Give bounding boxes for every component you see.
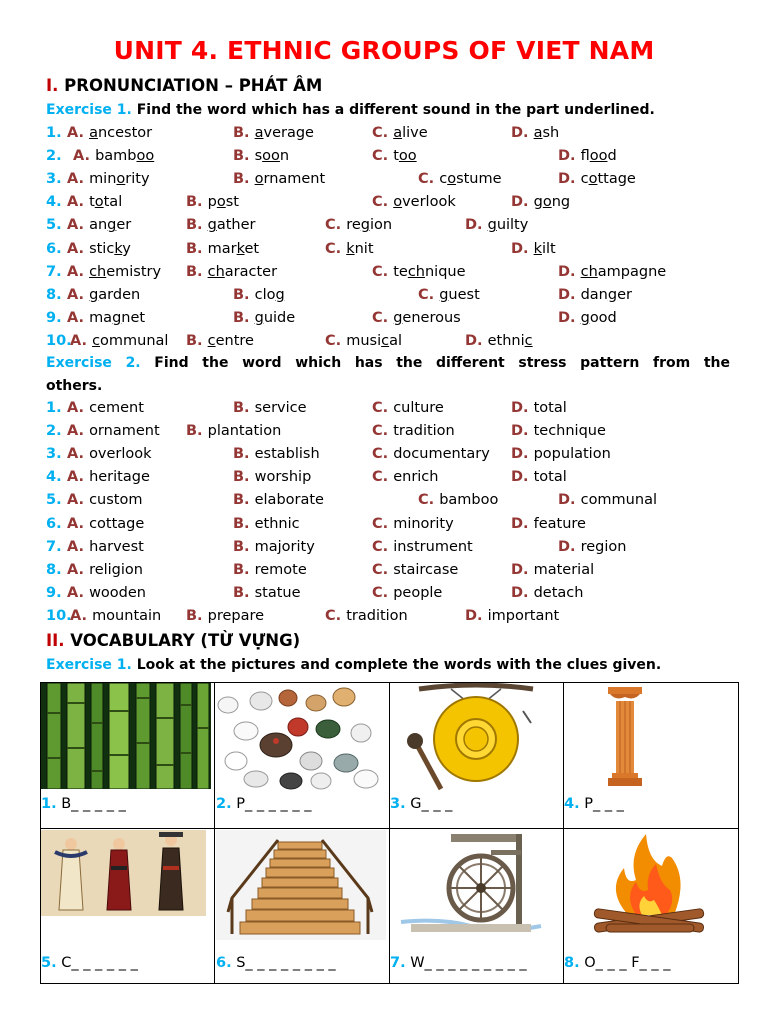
question-number: 9. — [46, 584, 62, 601]
ex2-q3-option-d[interactable]: D. population — [511, 446, 611, 463]
ex2-q1-option-c[interactable]: C. culture — [372, 400, 444, 416]
underlined-part: g — [393, 309, 403, 326]
ex2-q1-option-b[interactable]: B. service — [233, 400, 307, 416]
ex2-q1-option-d[interactable]: D. total — [511, 400, 567, 416]
ex1-q1-option-b[interactable]: B. average — [233, 125, 314, 141]
question-number: 2. — [46, 423, 62, 440]
underlined-part: ch — [580, 263, 598, 280]
ex1-q2-option-d[interactable]: D. flood — [558, 148, 617, 165]
ex2-question-5 — [0, 492, 768, 514]
underlined-part: g — [580, 309, 590, 326]
ex2-q1-option-a[interactable]: A. cement — [67, 400, 144, 416]
costume-image — [41, 830, 206, 916]
ex2-question-1 — [0, 400, 768, 422]
ex2-q5-option-d[interactable]: D. communal — [558, 492, 657, 509]
clue-8[interactable]: 8. O_ _ _ F_ _ _ — [564, 955, 671, 971]
question-number: 9. — [46, 309, 62, 326]
ex2-q10-option-a[interactable]: A. mountain — [70, 607, 162, 624]
underlined-part: g — [360, 217, 370, 234]
ex2-question-9 — [0, 585, 768, 607]
ex1-question-6 — [0, 241, 768, 263]
underlined-part: a — [393, 125, 403, 141]
clue-7[interactable]: 7. W_ _ _ _ _ _ _ _ _ — [390, 955, 527, 971]
exercise1-instruction: Exercise 1. Find the word which has a different sound in the part underlined. — [46, 102, 655, 118]
ex2-q8-option-b[interactable]: B. remote — [233, 561, 307, 578]
underlined-part: oo — [398, 148, 417, 165]
vocab-exercise1-instruction: Exercise 1. Look at the pictures and complete the words with the clues given. — [46, 657, 662, 673]
ex1-question-3 — [0, 171, 768, 193]
underlined-part: k — [236, 240, 245, 257]
ex1-q8-option-d[interactable]: D. danger — [558, 286, 632, 303]
ex1-question-9 — [0, 310, 768, 332]
underlined-part: oo — [262, 148, 280, 165]
ex2-q9-option-d[interactable]: D. detach — [511, 584, 584, 601]
ex1-q9-option-b[interactable]: B. guide — [233, 309, 296, 326]
ex1-q1-option-c[interactable]: C. alive — [372, 125, 428, 141]
ex1-question-8 — [0, 287, 768, 309]
ex2-q5-option-b[interactable]: B. elaborate — [233, 492, 324, 509]
underlined-part: g — [487, 217, 497, 234]
ex2-q5-option-a[interactable]: A. custom — [67, 492, 143, 509]
clue-1[interactable]: 1. B_ _ _ _ _ — [41, 796, 126, 812]
ex1-q9-option-d[interactable]: D. good — [558, 309, 617, 326]
underlined-part: ch — [89, 263, 107, 280]
ex2-q2-option-c[interactable]: C. tradition — [372, 423, 455, 440]
ex1-q8-option-c[interactable]: C. guest — [418, 286, 480, 303]
ex1-q3-option-b[interactable]: B. ornament — [233, 171, 326, 188]
exercise2-instruction: Exercise 2. Find the word which has the different stress pattern from the — [46, 355, 731, 371]
underlined-part: g — [275, 286, 285, 303]
ex2-question-10 — [0, 608, 768, 630]
ex2-q3-option-a[interactable]: A. overlook — [67, 446, 152, 463]
ex2-q10-option-d[interactable]: D. important — [465, 607, 560, 624]
question-number: 10. — [46, 332, 72, 349]
ex1-q9-option-c[interactable]: C. generous — [372, 309, 461, 326]
underlined-part: g — [254, 309, 264, 326]
question-number: 4. — [46, 194, 62, 211]
ex2-q6-option-c[interactable]: C. minority — [372, 515, 454, 532]
underlined-part: g — [107, 217, 117, 234]
ex2-q3-option-c[interactable]: C. documentary — [372, 446, 490, 463]
clue-4[interactable]: 4. P_ _ _ — [564, 796, 624, 812]
question-number: 8. — [46, 561, 62, 578]
ex1-q10-option-a[interactable]: A. communal — [70, 332, 169, 349]
ex2-q7-option-a[interactable]: A. harvest — [67, 538, 144, 555]
underlined-part: c — [381, 332, 390, 349]
underlined-part: a — [89, 125, 98, 141]
page-title: UNIT 4. ETHNIC GROUPS OF VIET NAM — [113, 36, 655, 65]
ex2-question-7 — [0, 539, 768, 561]
ex1-q8-option-b[interactable]: B. clog — [233, 286, 285, 303]
ex2-question-3 — [0, 446, 768, 468]
ex2-q3-option-b[interactable]: B. establish — [233, 446, 320, 463]
underlined-part: g — [207, 217, 217, 234]
question-number: 3. — [46, 446, 62, 463]
ex1-q5-option-d[interactable]: D. guilty — [465, 217, 529, 234]
ex2-q9-option-b[interactable]: B. statue — [233, 584, 301, 601]
ex2-q8-option-c[interactable]: C. staircase — [372, 561, 459, 578]
underlined-part: g — [89, 286, 99, 303]
ex2-q6-option-d[interactable]: D. feature — [511, 515, 586, 532]
question-number: 10. — [46, 607, 72, 624]
question-number: 5. — [46, 217, 62, 234]
exercise2-instruction-cont: others. — [46, 378, 103, 394]
ex1-q7-option-d[interactable]: D. champagne — [558, 263, 667, 280]
ex1-q6-option-c[interactable]: C. knit — [325, 240, 374, 257]
ex1-q7-option-b[interactable]: B. character — [186, 263, 278, 280]
ex2-q7-option-c[interactable]: C. instrument — [372, 538, 473, 555]
question-number: 8. — [46, 286, 62, 303]
ex2-q4-option-a[interactable]: A. heritage — [67, 469, 150, 486]
bamboo-image — [41, 683, 211, 789]
ex1-q6-option-a[interactable]: A. sticky — [67, 240, 131, 257]
underlined-part: ch — [207, 263, 225, 280]
poultry-image — [216, 683, 386, 793]
ex2-q2-option-a[interactable]: A. ornament — [67, 423, 160, 440]
underlined-part: k — [114, 240, 123, 257]
section-vocabulary-heading: II. VOCABULARY (TỪ VỰNG) — [46, 631, 301, 650]
ex1-q5-option-b[interactable]: B. gather — [186, 217, 256, 234]
underlined-part: o — [588, 171, 598, 188]
underlined-part: o — [542, 194, 552, 211]
question-number: 1. — [46, 125, 62, 141]
ex1-q3-option-a[interactable]: A. minority — [67, 171, 150, 188]
ex1-question-2 — [0, 148, 768, 170]
question-number: 3. — [46, 171, 62, 188]
underlined-part: g — [607, 286, 618, 303]
ex2-q4-option-d[interactable]: D. total — [511, 469, 567, 486]
ex2-q9-option-a[interactable]: A. wooden — [67, 584, 146, 601]
ex1-q6-option-d[interactable]: D. kilt — [511, 240, 556, 257]
ex2-q9-option-c[interactable]: C. people — [372, 584, 443, 601]
ex2-question-6 — [0, 516, 768, 538]
ex1-question-7 — [0, 264, 768, 286]
underlined-part: o — [116, 171, 126, 188]
ex1-q1-option-a[interactable]: A. ancestor — [67, 125, 153, 141]
waterwheel-image — [391, 830, 561, 940]
ex1-q6-option-b[interactable]: B. market — [186, 240, 260, 257]
ex1-q10-option-c[interactable]: C. musical — [325, 332, 403, 349]
clue-3[interactable]: 3. G_ _ _ — [390, 796, 453, 812]
underlined-part: o — [393, 194, 403, 211]
ex1-question-1 — [0, 125, 768, 147]
ex2-q10-option-c[interactable]: C. tradition — [325, 607, 408, 624]
ex2-question-8 — [0, 562, 768, 584]
ex2-q2-option-b[interactable]: B. plantation — [186, 423, 282, 440]
underlined-part: g — [439, 286, 449, 303]
question-number: 6. — [46, 515, 62, 532]
ex1-q3-option-d[interactable]: D. cottage — [558, 171, 636, 188]
question-number: 5. — [46, 492, 62, 509]
underlined-part: oo — [589, 148, 608, 165]
ex2-q7-option-b[interactable]: B. majority — [233, 538, 315, 555]
ex1-q2-option-c[interactable]: C. too — [372, 148, 417, 165]
underlined-part: o — [94, 194, 104, 211]
underlined-part: a — [254, 125, 264, 141]
ex1-q7-option-c[interactable]: C. technique — [372, 263, 466, 280]
underlined-part: oo — [136, 148, 155, 165]
ex2-q4-option-c[interactable]: C. enrich — [372, 469, 439, 486]
ex1-q2-option-b[interactable]: B. soon — [233, 148, 290, 165]
underlined-part: c — [524, 332, 533, 349]
ex1-question-4 — [0, 194, 768, 216]
ex1-q5-option-c[interactable]: C. region — [325, 217, 393, 234]
ex2-q7-option-d[interactable]: D. region — [558, 538, 627, 555]
underlined-part: o — [216, 194, 226, 211]
campfire-image — [566, 830, 736, 940]
ex1-q5-option-a[interactable]: A. anger — [67, 217, 132, 234]
ex1-question-5 — [0, 217, 768, 239]
ex1-q10-option-b[interactable]: B. centre — [186, 332, 254, 349]
underlined-part: o — [447, 171, 457, 188]
ex1-q7-option-a[interactable]: A. chemistry — [67, 263, 162, 280]
ex2-question-4 — [0, 469, 768, 491]
ex1-q4-option-c[interactable]: C. overlook — [372, 194, 456, 211]
ex1-q4-option-b[interactable]: B. post — [186, 194, 239, 211]
question-number: 7. — [46, 538, 62, 555]
ex2-q8-option-d[interactable]: D. material — [511, 561, 595, 578]
ex1-q4-option-d[interactable]: D. gong — [511, 194, 571, 211]
ex2-q6-option-a[interactable]: A. cottage — [67, 515, 145, 532]
ex2-q8-option-a[interactable]: A. religion — [67, 561, 143, 578]
underlined-part: o — [254, 171, 264, 188]
ex2-question-2 — [0, 423, 768, 445]
pillar-image — [566, 683, 736, 793]
ex1-q4-option-a[interactable]: A. total — [67, 194, 123, 211]
underlined-part: ch — [407, 263, 425, 280]
ex2-q10-option-b[interactable]: B. prepare — [186, 607, 265, 624]
ex1-q3-option-c[interactable]: C. costume — [418, 171, 502, 188]
clue-2[interactable]: 2. P_ _ _ _ _ _ — [216, 796, 312, 812]
ex2-q6-option-b[interactable]: B. ethnic — [233, 515, 300, 532]
ex2-q5-option-c[interactable]: C. bamboo — [418, 492, 499, 509]
ex1-q10-option-d[interactable]: D. ethnic — [465, 332, 533, 349]
ex2-q2-option-d[interactable]: D. technique — [511, 423, 606, 440]
question-number: 4. — [46, 469, 62, 486]
gong-image — [391, 683, 561, 793]
picture-table — [40, 682, 739, 984]
ex1-q1-option-d[interactable]: D. ash — [511, 125, 560, 141]
ex1-q2-option-a[interactable]: A. bamboo — [73, 148, 155, 165]
ex2-q4-option-b[interactable]: B. worship — [233, 469, 312, 486]
underlined-part: c — [207, 332, 216, 349]
underlined-part: g — [112, 309, 122, 326]
ex1-q9-option-a[interactable]: A. magnet — [67, 309, 146, 326]
question-number: 7. — [46, 263, 62, 280]
ex1-question-10 — [0, 333, 768, 355]
question-number: 2. — [46, 148, 62, 165]
question-number: 1. — [46, 400, 62, 416]
clue-6[interactable]: 6. S_ _ _ _ _ _ _ _ — [216, 955, 336, 971]
question-number: 6. — [46, 240, 62, 257]
staircase-image — [216, 830, 386, 940]
ex1-q8-option-a[interactable]: A. garden — [67, 286, 141, 303]
underlined-part: a — [533, 125, 543, 141]
underlined-part: k — [346, 240, 355, 257]
underlined-part: c — [92, 332, 101, 349]
clue-5[interactable]: 5. C_ _ _ _ _ _ — [41, 955, 138, 971]
underlined-part: k — [533, 240, 542, 257]
section-pronunciation-heading: I. PRONUNCIATION – PHÁT ÂM — [46, 76, 323, 95]
